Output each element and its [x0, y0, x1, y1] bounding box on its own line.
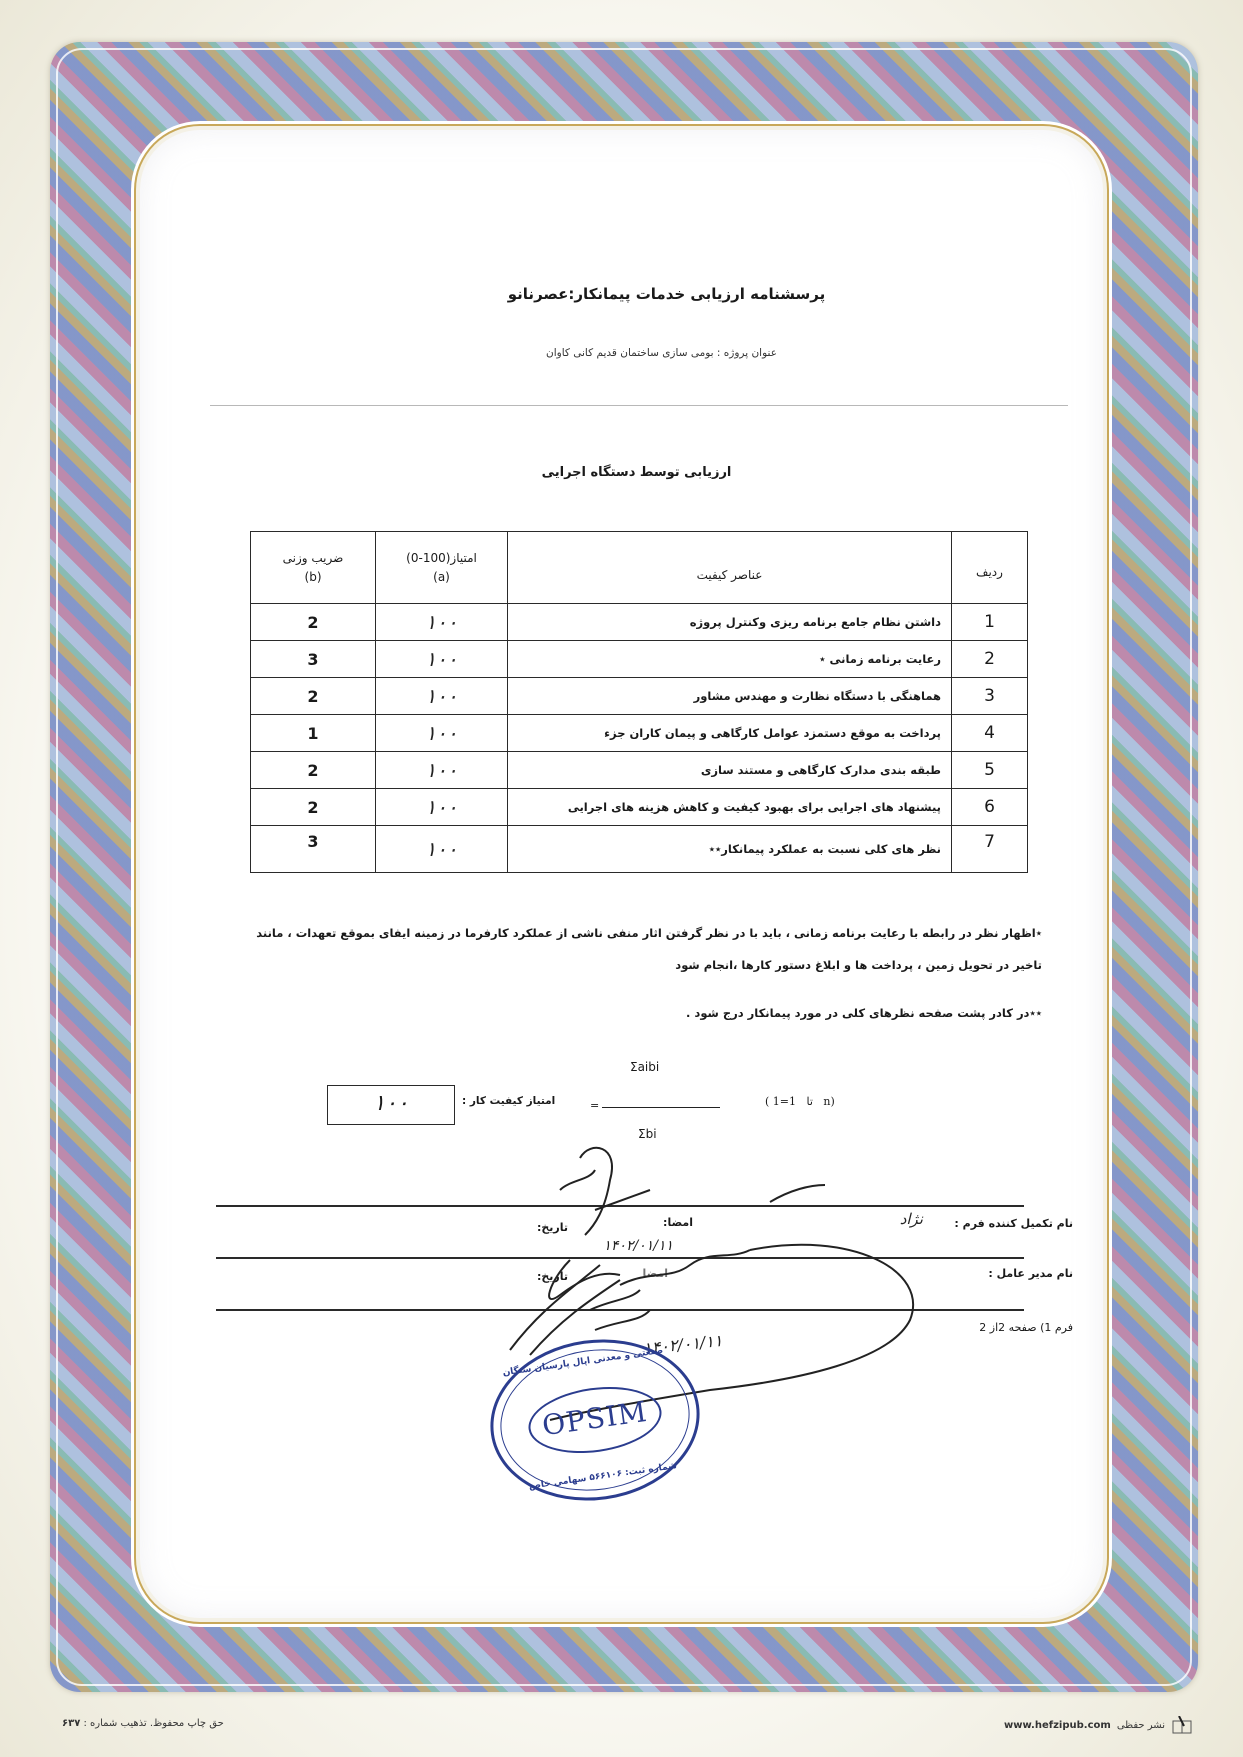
table-header-row: [251, 532, 1028, 604]
quality-item: نظر های کلی نسبت به عملکرد پیمانکار٭٭: [508, 826, 952, 873]
row-number: 2: [952, 641, 1028, 678]
stamp-company-name: صنعتی و معدنی اپال پارسیان سنگان: [502, 1345, 664, 1379]
score-cell[interactable]: ۱۰۰: [376, 715, 508, 752]
table-row: [251, 641, 1028, 678]
copyright-text: حق چاپ محفوظ. تذهیب شماره :: [80, 1718, 224, 1729]
weight-cell: 2: [251, 789, 376, 826]
section-title: ارزیابی توسط دستگاه اجرایی: [541, 465, 732, 480]
form-title: پرسشنامه ارزیابی خدمات پیمانکار:عصرنانو: [507, 285, 826, 303]
quality-score-result[interactable]: ۱۰۰: [327, 1085, 455, 1125]
table-row: [251, 789, 1028, 826]
weight-cell: 2: [251, 752, 376, 789]
row-number: 4: [952, 715, 1028, 752]
quality-item: رعایت برنامه زمانی ٭: [508, 641, 952, 678]
book-pen-icon: [1171, 1716, 1193, 1734]
header-weight-symbol: (b): [304, 569, 322, 584]
quality-item: هماهنگی با دستگاه نظارت و مهندس مشاور: [508, 678, 952, 715]
date-label-1: تاریخ:: [536, 1221, 568, 1234]
footnote-general-comments: ٭٭در کادر پشت صفحه نظرهای کلی در مورد پیمانکار درج شود .: [686, 1006, 1042, 1020]
form-filler-name[interactable]: نژاد: [899, 1210, 923, 1228]
row-number: 3: [952, 678, 1028, 715]
publisher-url[interactable]: www.hefzipub.com: [1003, 1719, 1111, 1731]
signature-label: امضا:: [663, 1216, 693, 1229]
header-weight: [251, 532, 376, 604]
stamp-registration: شماره ثبت: ۵۶۶۱۰۶ سهامی خاص: [528, 1461, 678, 1492]
quality-item: طبقه بندی مدارک کارگاهی و مستند سازی: [508, 752, 952, 789]
score-cell[interactable]: ۱۰۰: [376, 789, 508, 826]
header-score: [376, 532, 508, 604]
form-filler-label: نام تکمیل کننده فرم :: [954, 1217, 1073, 1230]
weight-cell: 2: [251, 604, 376, 641]
signature-line-3: [216, 1309, 1024, 1311]
signature-label-2: امضا: [642, 1267, 668, 1280]
row-number: 1: [952, 604, 1028, 641]
stamp-logo-text: OPSIM: [524, 1379, 666, 1461]
divider: [210, 405, 1068, 406]
company-stamp: [480, 1326, 710, 1514]
header-quality-item: عناصر کیفیت: [508, 532, 952, 604]
date-value-1[interactable]: ۱۴۰۲/۰۱/۱۱: [603, 1238, 673, 1254]
footer-publisher: [1004, 1716, 1193, 1734]
row-number: 5: [952, 752, 1028, 789]
score-cell[interactable]: ۱۰۰: [376, 678, 508, 715]
quality-score-label: امتیاز کیفیت کار :: [462, 1095, 556, 1107]
quality-item: پیشنهاد های اجرایی برای بهبود کیفیت و کاهش هزینه های اجرایی: [508, 789, 952, 826]
score-cell[interactable]: ۱۰۰: [376, 604, 508, 641]
page-indicator: فرم 1) صفحه 2از 2: [979, 1321, 1073, 1334]
header-weight-label: ضریب وزنی: [282, 550, 344, 565]
formula-denominator: Σbi: [638, 1127, 657, 1141]
design-number: ۶۳۷: [62, 1718, 81, 1729]
weight-cell: 2: [251, 678, 376, 715]
evaluation-form: [150, 150, 1093, 1600]
project-title: عنوان پروژه : بومی سازی ساختمان قدیم کانی کاوان: [546, 347, 777, 359]
table-row: [251, 715, 1028, 752]
header-score-symbol: (a): [433, 569, 450, 584]
quality-item: داشتن نظام جامع برنامه ریزی وکنترل پروژه: [508, 604, 952, 641]
equals-sign: =: [590, 1099, 600, 1112]
date-value-2[interactable]: ۱۴۰۲/۰۱/۱۱: [642, 1330, 724, 1359]
publisher-name: نشر حفظی: [1116, 1719, 1165, 1731]
footer-copyright: [62, 1718, 224, 1729]
quality-score-formula: [150, 1055, 1093, 1145]
header-score-label: امتیاز(100-0): [406, 550, 477, 565]
score-cell[interactable]: ۱۰۰: [376, 641, 508, 678]
signature-line-1: [216, 1205, 1024, 1207]
table-row: [251, 752, 1028, 789]
footnotes: [242, 917, 1042, 1029]
row-number: 7: [952, 826, 1028, 873]
table-row: [251, 826, 1028, 873]
fraction-bar: [602, 1107, 720, 1108]
score-cell[interactable]: ۱۰۰: [376, 826, 508, 873]
row-number: 6: [952, 789, 1028, 826]
footnote-schedule: ٭اظهار نظر در رابطه با رعایت برنامه زمانی ، باید با در نظر گرفتن اثار منفی ناشی از عملکرد کارفرما در زمینه ایفای بموقع تعهدات ، مانند تاخیر در تحویل زمین ، پرداخت ها و ابلاغ دستور کارها ،انجام شود: [256, 926, 1042, 972]
weight-cell: 1: [251, 715, 376, 752]
formula-range: ( 1=1 تا n): [765, 1095, 835, 1108]
table-row: [251, 678, 1028, 715]
weight-cell: 3: [251, 826, 376, 873]
quality-item: پرداخت به موقع دستمزد عوامل کارگاهی و پیمان کاران جزء: [508, 715, 952, 752]
formula-numerator: Σaibi: [630, 1060, 660, 1074]
table-row: [251, 604, 1028, 641]
managing-director-label: نام مدیر عامل :: [988, 1267, 1073, 1280]
score-cell[interactable]: ۱۰۰: [376, 752, 508, 789]
weight-cell: 3: [251, 641, 376, 678]
quality-evaluation-table: [250, 531, 1028, 873]
date-label-2: تاریخ:: [536, 1270, 568, 1283]
signature-line-2: [216, 1257, 1024, 1259]
header-row-number: ردیف: [952, 532, 1028, 604]
